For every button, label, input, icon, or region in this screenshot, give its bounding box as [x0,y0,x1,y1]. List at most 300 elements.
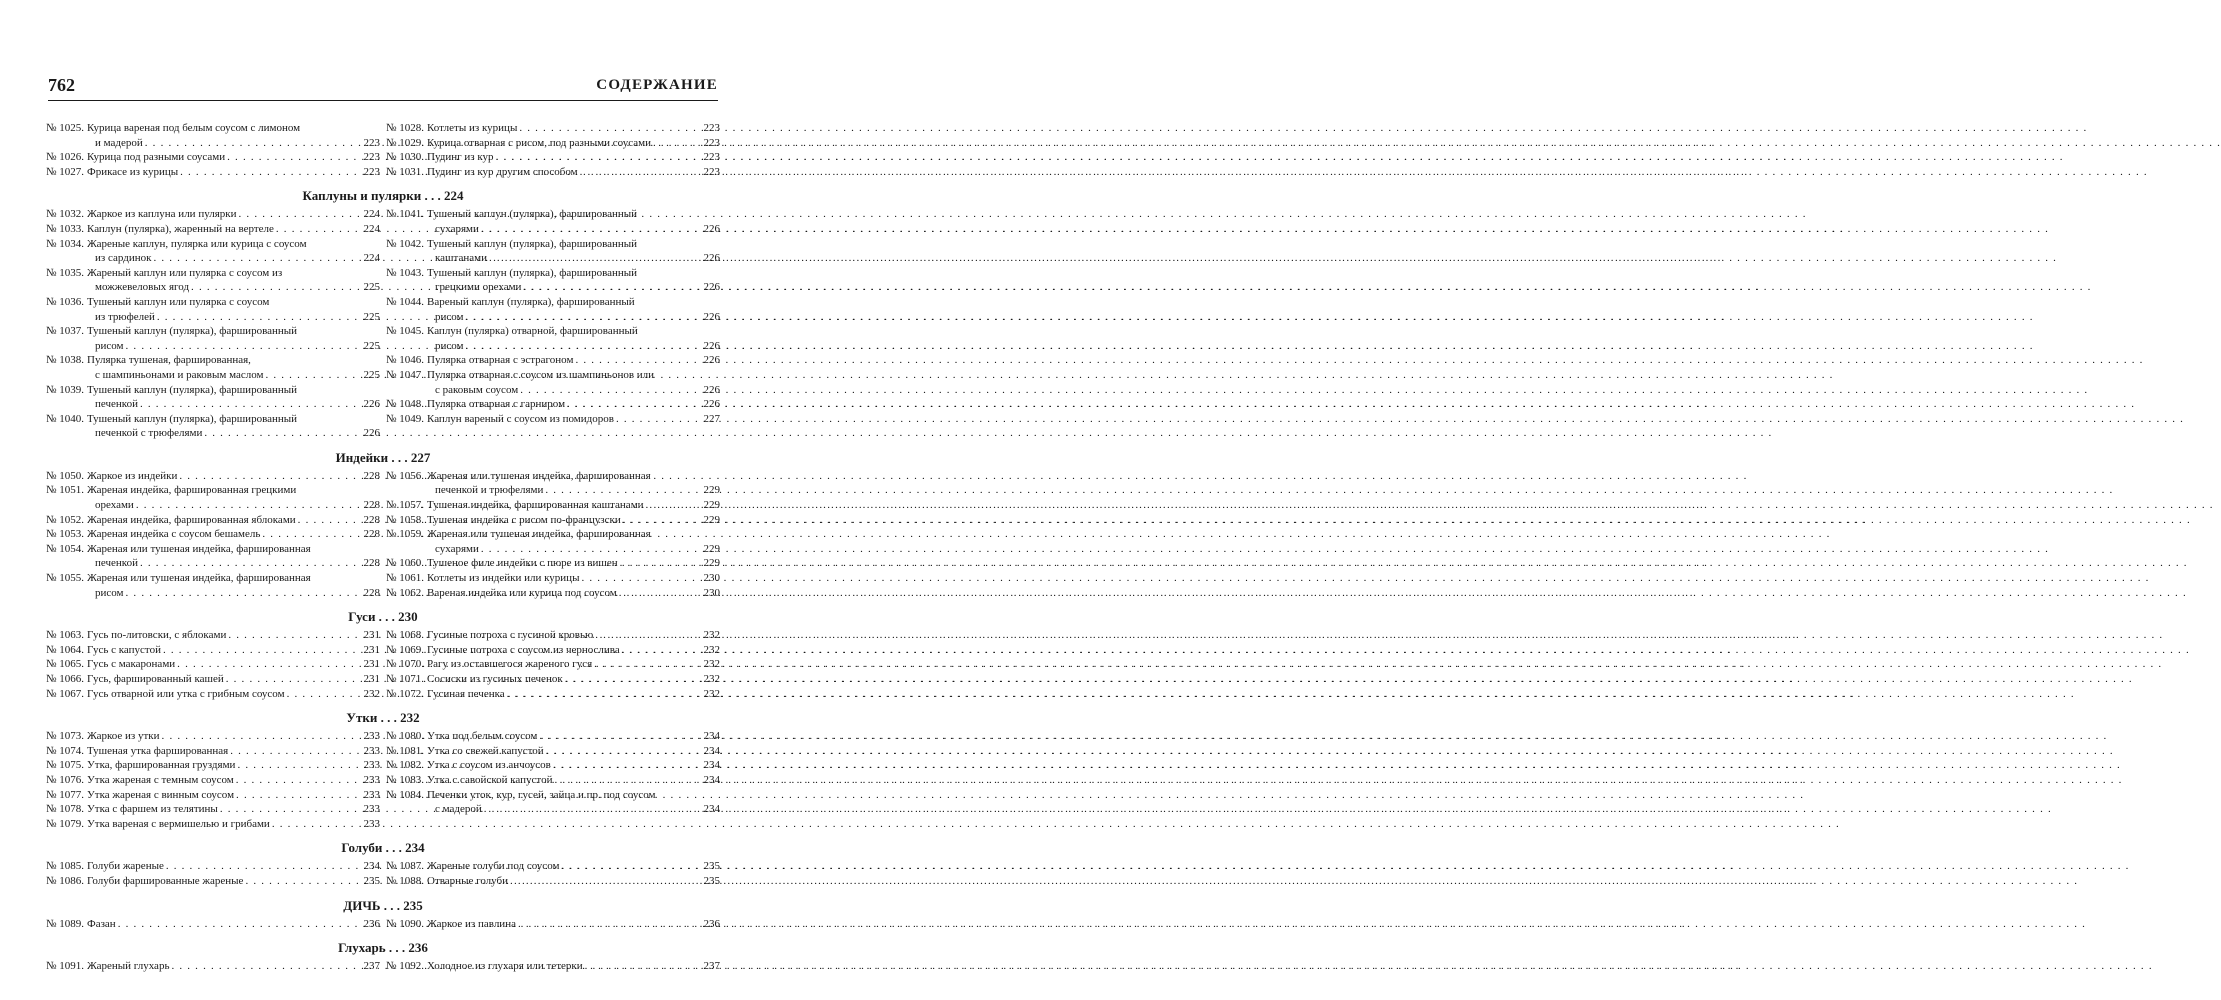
entry-line [427,917,720,932]
entry-line [427,744,720,759]
page-ref: 226 [703,383,720,396]
dot-leader [228,628,361,643]
recipe-number: № 1071. [386,673,424,685]
recipe-number: № 1033. [46,222,84,235]
page-ref: 229 [703,484,720,497]
recipe-title: Жареная или тушеная индейка, фаршированная [87,572,311,585]
entry-line [87,859,380,874]
page-ref: 228 [363,499,380,512]
recipe-title: Тушеный каплун (пулярка), фаршированный [427,237,638,250]
recipe-number: № 1039. [46,383,84,396]
entry-body [427,672,720,687]
dot-leader [227,150,361,165]
entry-line [87,310,380,325]
recipe-number: № 1080. [386,730,424,743]
entry-line [87,744,380,759]
recipe-title: Жареный каплун или пулярка с соусом из [87,266,283,279]
toc-entry [386,527,720,556]
entry-line [87,498,380,513]
entry-line [427,628,720,643]
recipe-number: № 1089. [46,917,84,930]
recipe-number: № 1029. [386,136,424,149]
toc-section [46,897,720,932]
toc-entry [46,483,380,512]
page-ref: 223 [363,136,380,149]
toc-entry [46,628,380,643]
section-title: Каплуны и пулярки . . . 224 [302,188,464,204]
recipe-title: Гусь с макаронами [87,658,176,671]
entry-body [87,788,380,803]
dot-leader [481,222,702,237]
dot-leader [519,121,701,136]
entry-body [427,859,720,874]
entry-body [87,469,380,484]
recipe-title: Гусь по-литовски, с яблоками [87,629,227,642]
page-ref: 237 [363,960,380,973]
page-ref: 224 [363,222,380,235]
entry-line [427,527,720,542]
page-ref: 230 [703,586,720,599]
entry-line [427,383,720,398]
toc-entry [386,758,720,773]
toc-entry [46,802,380,817]
entry-line [87,628,380,643]
dot-leader [298,513,362,528]
entry-body [87,571,380,600]
recipe-title: Тушеный каплун (пулярка), фаршированный [427,266,638,279]
dot-leader [518,917,702,932]
entry-line [87,237,380,252]
entry-line [87,917,380,932]
recipe-number: № 1032. [46,208,84,221]
recipe-title: Каплун (пулярка), жаренный на вертеле [87,222,274,235]
recipe-number: № 1030. [386,151,424,164]
page-ref: 228 [363,586,380,599]
page-ref: 224 [363,208,380,221]
toc-section [46,939,720,974]
toc-entry [386,513,720,528]
recipe-number: № 1025. [46,122,84,134]
dot-leader [166,859,362,874]
recipe-title: сухарями [435,222,479,235]
recipe-number: № 1057. [386,499,424,512]
toc-columns [46,469,720,600]
toc-entry [386,672,720,687]
toc-entry [46,758,380,773]
page-ref: 233 [363,803,380,816]
dot-leader [140,556,362,571]
recipe-title: Гусь с капустой [87,643,161,656]
entry-body [427,744,720,759]
entry-line [87,571,380,586]
recipe-title: Курица вареная под белым соусом с лимоном [87,122,301,134]
page-ref: 226 [703,222,720,235]
entry-body [87,773,380,788]
recipe-title: Жареные каплун, пулярка или курица с соусом [87,237,307,250]
toc-entry [46,150,380,165]
recipe-number: № 1061. [386,572,424,585]
page-ref: 234 [363,860,380,873]
recipe-number: № 1035. [46,266,84,279]
entry-line [427,672,720,687]
section-title: Гуси . . . 230 [348,609,418,625]
dot-leader [140,397,362,412]
page-ref: 234 [703,803,720,816]
recipe-title: Гусиные потроха с соусом из чернослива [427,643,620,656]
recipe-title: Гусь, фаршированный кашей [87,673,224,685]
toc-column-left [46,469,380,600]
toc-column-right [386,917,720,932]
page-number: 762 [48,75,75,95]
entry-body [427,758,720,773]
toc-entry [386,136,720,151]
page-ref: 228 [363,557,380,570]
recipe-number: № 1069. [386,643,424,656]
dot-leader [245,874,361,889]
toc-entry [46,412,380,441]
entry-body [87,802,380,817]
recipe-title: Гусиные потроха с гусиной кровью [427,629,594,642]
entry-body [427,556,720,571]
toc-entry [386,397,720,412]
recipe-title: рисом [95,339,124,352]
entry-line [87,251,380,266]
entry-line [427,859,720,874]
entry-body [427,150,720,165]
recipe-number: № 1049. [386,412,424,425]
dot-leader [510,874,701,889]
recipe-title: Тушеное филе индейки с пюре из вишен [427,557,618,570]
entry-line [427,412,720,427]
dot-leader [595,628,701,643]
page-ref: 229 [703,557,720,570]
toc-column-right [386,121,720,179]
dot-leader [623,513,702,528]
recipe-number: № 1082. [386,759,424,772]
entry-line [427,687,720,702]
toc-entry [46,353,380,382]
recipe-number: № 1092. [386,960,424,973]
toc-content [46,121,720,982]
entry-line [87,527,380,542]
entry-line [87,121,380,136]
toc-entry [386,959,720,974]
entry-line [87,207,380,222]
recipe-number: № 1085. [46,860,84,873]
dot-leader [239,207,362,222]
toc-entry [386,324,720,353]
toc-entry [386,237,720,266]
entry-body [87,412,380,441]
toc-column-left [46,121,380,179]
entry-line [427,295,720,310]
entry-body [427,571,720,586]
recipe-title: орехами [95,499,134,512]
toc-columns [46,859,720,888]
recipe-title: каштанами [435,252,487,265]
page-ref: 225 [363,281,380,294]
recipe-number: № 1066. [46,673,84,685]
toc-section [46,709,720,831]
header-rule [48,100,718,101]
toc-column-right [386,469,720,600]
entry-line [87,729,380,744]
entry-line [427,657,720,672]
recipe-number: № 1078. [46,803,84,816]
entry-body [427,917,720,932]
toc-entry [386,165,720,180]
toc-entry [386,744,720,759]
recipe-title: Вареная индейка или курица под соусом [427,586,617,599]
recipe-title: из трюфелей [95,310,155,323]
dot-leader [276,222,362,237]
toc-entry [386,657,720,672]
toc-entry [386,207,720,236]
page-ref: 231 [363,629,380,642]
toc-entry [46,513,380,528]
page-ref: 223 [363,151,380,164]
toc-entry [386,412,720,427]
recipe-title: Пулярка отварная с эстрагоном [427,354,574,367]
entry-body [87,513,380,528]
recipe-number: № 1065. [46,658,84,671]
toc-entry [46,744,380,759]
toc-entry [386,469,720,498]
recipe-number: № 1041. [386,208,424,221]
recipe-title: рисом [435,310,464,323]
recipe-number: № 1075. [46,759,84,772]
recipe-title: рисом [95,586,124,599]
page-ref: 236 [363,917,380,930]
recipe-number: № 1043. [386,266,424,279]
recipe-title: Жареная индейка с соусом бешамель [87,528,261,541]
entry-line [87,353,380,368]
entry-body [87,628,380,643]
recipe-title: Жареный глухарь [87,960,170,973]
recipe-number: № 1051. [46,484,84,497]
entry-line [427,310,720,325]
recipe-number: № 1031. [386,165,424,178]
recipe-title: Пудинг из кур другим способом [427,165,578,178]
section-title: Утки . . . 232 [346,710,420,726]
recipe-number: № 1028. [386,122,424,134]
dot-leader [118,917,362,932]
recipe-title: Тушеная индейка, фаршированная каштанами [427,499,644,512]
page-ref: 234 [703,759,720,772]
recipe-number: № 1090. [386,917,424,930]
recipe-number: № 1064. [46,643,84,656]
entry-body [87,643,380,658]
entry-line [87,150,380,165]
entry-body [87,959,380,974]
page-ref: 237 [703,960,720,973]
entry-body [427,959,720,974]
toc-entry [46,773,380,788]
toc-entry [386,643,720,658]
entry-line [87,469,380,484]
page-ref: 231 [363,673,380,685]
recipe-number: № 1068. [386,629,424,642]
recipe-title: Жаркое из каплуна или пулярки [87,208,237,221]
page-ref: 231 [363,658,380,671]
entry-body [427,165,720,180]
entry-body [87,353,380,382]
toc-column-right [386,729,720,831]
recipe-number: № 1059. [386,528,424,541]
entry-line [87,788,380,803]
entry-body [427,207,720,236]
recipe-number: № 1060. [386,557,424,570]
entry-line [427,222,720,237]
entry-line [427,136,720,151]
entry-line [87,412,380,427]
entry-body [87,729,380,744]
entry-line [87,657,380,672]
entry-line [427,729,720,744]
recipe-number: № 1079. [46,817,84,830]
toc-entry [46,222,380,237]
entry-body [87,150,380,165]
entry-line [427,542,720,557]
toc-entry [386,121,720,136]
recipe-title: рисом [435,339,464,352]
entry-line [87,773,380,788]
recipe-title: печенкой [95,557,138,570]
toc-columns [46,959,720,974]
entry-line [427,251,720,266]
toc-column-left [46,729,380,831]
entry-body [87,295,380,324]
toc-entry [46,469,380,484]
dot-leader [622,643,702,658]
dot-leader [226,672,362,687]
dot-leader [567,397,701,412]
entry-line [87,513,380,528]
page [0,0,766,1000]
dot-leader [653,136,702,151]
entry-line [87,542,380,557]
entry-line [87,324,380,339]
entry-line [427,165,720,180]
entry-body [87,917,380,932]
dot-leader [561,859,701,874]
toc-entry [386,874,720,889]
recipe-title: из сардинок [95,252,152,265]
page-title: СОДЕРЖАНИЕ [596,77,718,93]
toc-entry [46,672,380,687]
entry-line [427,397,720,412]
dot-leader [520,383,701,398]
entry-line [87,136,380,151]
recipe-title: Фрикасе из курицы [87,165,179,178]
recipe-number: № 1081. [386,744,424,757]
toc-column-right [386,628,720,701]
page-ref: 235 [363,874,380,887]
entry-line [427,498,720,513]
dot-leader [481,542,702,557]
toc-entry [46,643,380,658]
page-ref: 235 [703,860,720,873]
dot-leader [265,368,361,383]
page-ref: 229 [703,499,720,512]
recipe-number: № 1053. [46,528,84,541]
dot-leader [539,729,701,744]
recipe-title: с шампиньонами и раковым маслом [95,368,264,381]
entry-line [427,874,720,889]
recipe-title: печенкой с трюфелями [95,427,203,440]
dot-leader [496,150,702,165]
dot-leader [220,802,362,817]
recipe-title: Утка с савойской капустой [427,773,553,786]
recipe-title: Пулярка тушеная, фаршированная, [87,354,251,367]
page-ref: 226 [703,310,720,323]
entry-line [427,280,720,295]
entry-body [427,295,720,324]
entry-line [427,339,720,354]
toc-columns [46,121,720,179]
page-ref: 233 [363,759,380,772]
toc-entry [46,687,380,702]
recipe-title: Каплун (пулярка) отварной, фаршированный [427,325,638,338]
entry-line [427,121,720,136]
toc-columns [46,207,720,441]
recipe-number: № 1037. [46,325,84,338]
entry-line [427,353,720,368]
recipe-title: Жареная или тушеная индейка, фаршированная [427,469,651,482]
recipe-number: № 1077. [46,788,84,801]
entry-body [87,121,380,150]
toc-entry [46,657,380,672]
page-ref: 226 [703,252,720,265]
dot-leader [581,571,701,586]
dot-leader [620,556,702,571]
entry-body [427,353,720,368]
recipe-title: Сосиски из гусиных печенок [427,673,563,685]
entry-line [87,165,380,180]
entry-body [427,773,720,788]
entry-body [427,874,720,889]
recipe-number: № 1091. [46,960,84,973]
recipe-title: Тушеная утка фаршированная [87,744,229,757]
toc-entry [46,324,380,353]
entry-line [427,324,720,339]
recipe-number: № 1056. [386,469,424,482]
recipe-title: Курица отварная с рисом, под разными соусами [427,136,651,149]
toc-entry [386,773,720,788]
dot-leader [287,687,362,702]
entry-line [427,237,720,252]
recipe-title: Жареная или тушеная индейка, фаршированная [87,542,311,555]
toc-entry [386,498,720,513]
recipe-title: Гусь отварной или утка с грибным соусом [87,687,285,700]
toc-entry [46,874,380,889]
recipe-number: № 1063. [46,629,84,642]
recipe-title: Тушеный каплун (пулярка), фаршированный [87,383,298,396]
recipe-title: Жаркое из павлина [427,917,516,930]
page-ref: 228 [363,528,380,541]
toc-entry [46,207,380,222]
recipe-number: № 1076. [46,773,84,786]
page-ref: 226 [703,281,720,294]
page-ref: 226 [703,339,720,352]
toc-entry [386,788,720,817]
toc-section [46,187,720,441]
dot-leader [180,165,361,180]
recipe-number: № 1040. [46,412,84,425]
entry-line [87,222,380,237]
toc-entry [386,150,720,165]
toc-entry [46,383,380,412]
